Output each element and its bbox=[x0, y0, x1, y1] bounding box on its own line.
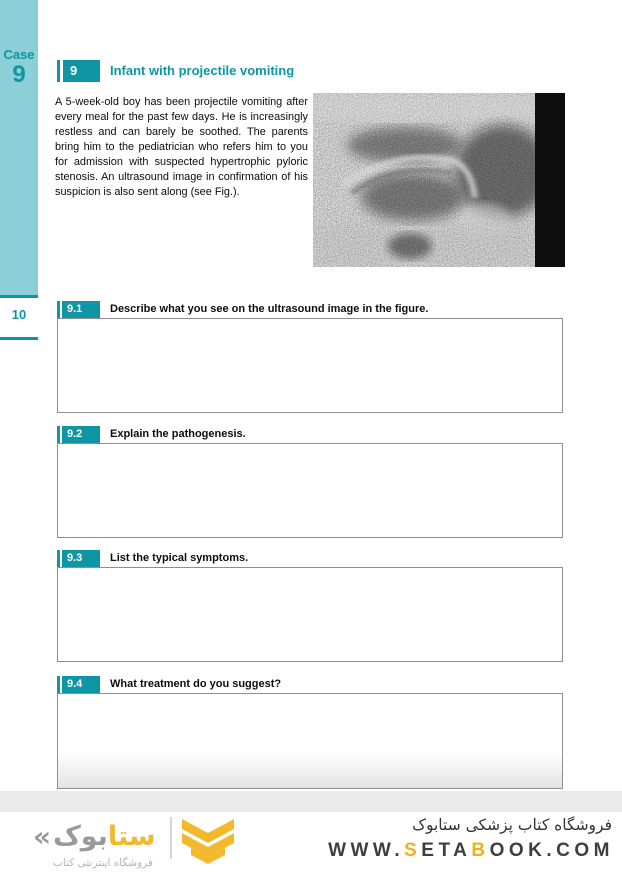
question-badge: 9.2 bbox=[62, 426, 100, 443]
sidebar-case-tab bbox=[0, 0, 38, 298]
website-url bbox=[328, 840, 614, 862]
question-text: What treatment do you suggest? bbox=[110, 678, 282, 690]
brand-tagline: فروشگاه اینترنتی کتاب bbox=[53, 857, 153, 869]
case-description: A 5-week-old boy has been projectile vomiting after every meal for the past few days. He is increasingly restless and can barely be soothed. The parents bring him to the pediatrician who refers him to you for admission with suspected hypertrophic pyloric stenosis. An ultrasound image in confirmation of his suspicion is also sent along (see Fig.). bbox=[55, 96, 308, 198]
case-label: Case bbox=[3, 47, 35, 62]
answer-box bbox=[57, 567, 563, 662]
question-tick bbox=[57, 550, 60, 567]
footer bbox=[0, 812, 622, 880]
answer-box bbox=[57, 443, 563, 538]
answer-box bbox=[57, 693, 563, 789]
question-badge: 9.1 bbox=[62, 301, 100, 318]
case-number: 9 bbox=[12, 61, 26, 88]
url-accent-b: B bbox=[471, 840, 490, 861]
answer-box bbox=[57, 318, 563, 413]
question-tick bbox=[57, 301, 60, 318]
guillemet-mark-icon: « bbox=[33, 819, 52, 853]
logo-divider bbox=[170, 817, 172, 859]
brand-name-gray: بوک bbox=[53, 820, 108, 852]
url-eta: ETA bbox=[421, 840, 472, 861]
chapter-tick bbox=[57, 60, 60, 82]
url-prefix: WWW. bbox=[328, 840, 405, 861]
page-number: 10 bbox=[11, 307, 27, 322]
chevron-stack-icon bbox=[179, 814, 237, 871]
question-tick bbox=[57, 676, 60, 693]
url-accent-s: S bbox=[404, 840, 422, 861]
brand-name-accent: ستا bbox=[107, 820, 156, 852]
page-number-rule bbox=[0, 337, 38, 340]
question-tick bbox=[57, 426, 60, 443]
chapter-title: Infant with projectile vomiting bbox=[110, 63, 295, 78]
url-suffix: OOK.COM bbox=[489, 840, 614, 861]
store-name: فروشگاه کتاب پزشکی ستابوک bbox=[412, 816, 612, 834]
page-bottom-shadow bbox=[0, 791, 622, 812]
ultrasound-image bbox=[313, 93, 565, 267]
question-text: Describe what you see on the ultrasound image in the figure. bbox=[110, 303, 429, 315]
question-text: Explain the pathogenesis. bbox=[110, 428, 246, 440]
setabook-logo bbox=[33, 815, 156, 857]
question-badge: 9.3 bbox=[62, 550, 100, 567]
question-badge: 9.4 bbox=[62, 676, 100, 693]
chapter-badge: 9 bbox=[63, 60, 100, 82]
brand-name bbox=[53, 821, 155, 852]
question-text: List the typical symptoms. bbox=[110, 552, 249, 564]
